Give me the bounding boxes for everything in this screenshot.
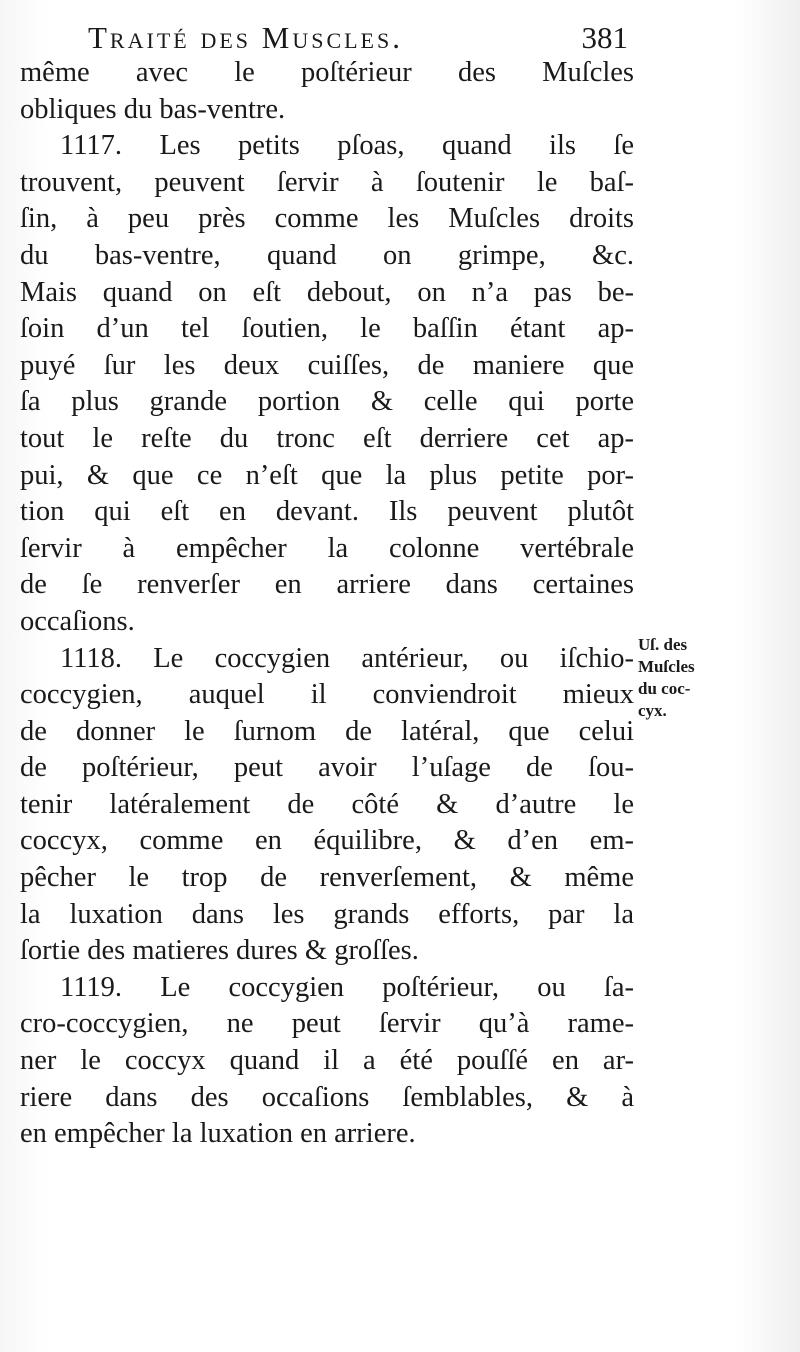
text-line: cro-coccygien, ne peut ſervir qu’à rame-: [20, 1008, 634, 1040]
text-line: coccygien, auquel il conviendroit mieux: [20, 679, 634, 711]
margin-note-line: du coc-: [638, 679, 691, 698]
text-line: 1118. Le coccygien antérieur, ou iſchio-: [60, 642, 634, 674]
body-text: [20, 55, 634, 1153]
text-line: riere dans des occaſions ſemblables, & à: [20, 1081, 634, 1113]
text-line: ner le coccyx quand il a été pouſſé en ar-: [20, 1045, 634, 1077]
margin-note-line: Muſcles: [638, 657, 695, 676]
text-line: du bas-ventre, quand on grimpe, &c.: [20, 239, 634, 271]
text-line: ſa plus grande portion & celle qui porte: [20, 386, 634, 418]
text-line: de donner le ſurnom de latéral, que celui: [20, 715, 634, 747]
margin-note: [638, 634, 718, 722]
running-head: [88, 18, 628, 58]
text-line: coccyx, comme en équilibre, & d’en em-: [20, 825, 634, 857]
text-line: même avec le poſtérieur des Muſcles: [20, 57, 634, 88]
text-line: occaſions.: [20, 605, 135, 637]
margin-note-line: Uſ. des: [638, 635, 688, 654]
running-title: Traité des Muscles.: [88, 20, 403, 55]
text-line: pêcher le trop de renverſement, & même: [20, 862, 634, 894]
text-line: obliques du bas-ventre.: [20, 93, 286, 125]
text-line: la luxation dans les grands efforts, par la: [20, 898, 634, 930]
margin-note-line: cyx.: [638, 701, 667, 720]
text-line: puyé ſur les deux cuiſſes, de maniere que: [20, 349, 634, 381]
text-line: Mais quand on eſt debout, on n’a pas be-: [20, 276, 634, 308]
text-line: tenir latéralement de côté & d’autre le: [20, 788, 634, 820]
text-line: tion qui eſt en devant. Ils peuvent plutôt: [20, 496, 634, 528]
text-line: tout le reſte du tronc eſt derriere cet ap-: [20, 422, 634, 454]
text-line: ſoin d’un tel ſoutien, le baſſin étant ap-: [20, 313, 634, 345]
text-line: pui, & que ce n’eſt que la plus petite por-: [20, 459, 634, 491]
text-line: de ſe renverſer en arriere dans certaines: [20, 569, 634, 601]
text-line: 1119. Le coccygien poſtérieur, ou ſa-: [60, 971, 634, 1003]
text-line: ſervir à empêcher la colonne vertébrale: [20, 532, 634, 564]
text-line: trouvent, peuvent ſervir à ſoutenir le baſ-: [20, 166, 634, 198]
page-number: 381: [581, 20, 628, 55]
text-line: en empêcher la luxation en arriere.: [20, 1118, 416, 1150]
text-line: 1117. Les petits pſoas, quand ils ſe: [60, 130, 634, 162]
text-line: de poſtérieur, peut avoir l’uſage de ſou-: [20, 752, 634, 784]
text-line: ſortie des matieres dures & groſſes.: [20, 935, 419, 967]
text-line: ſin, à peu près comme les Muſcles droits: [20, 203, 634, 235]
